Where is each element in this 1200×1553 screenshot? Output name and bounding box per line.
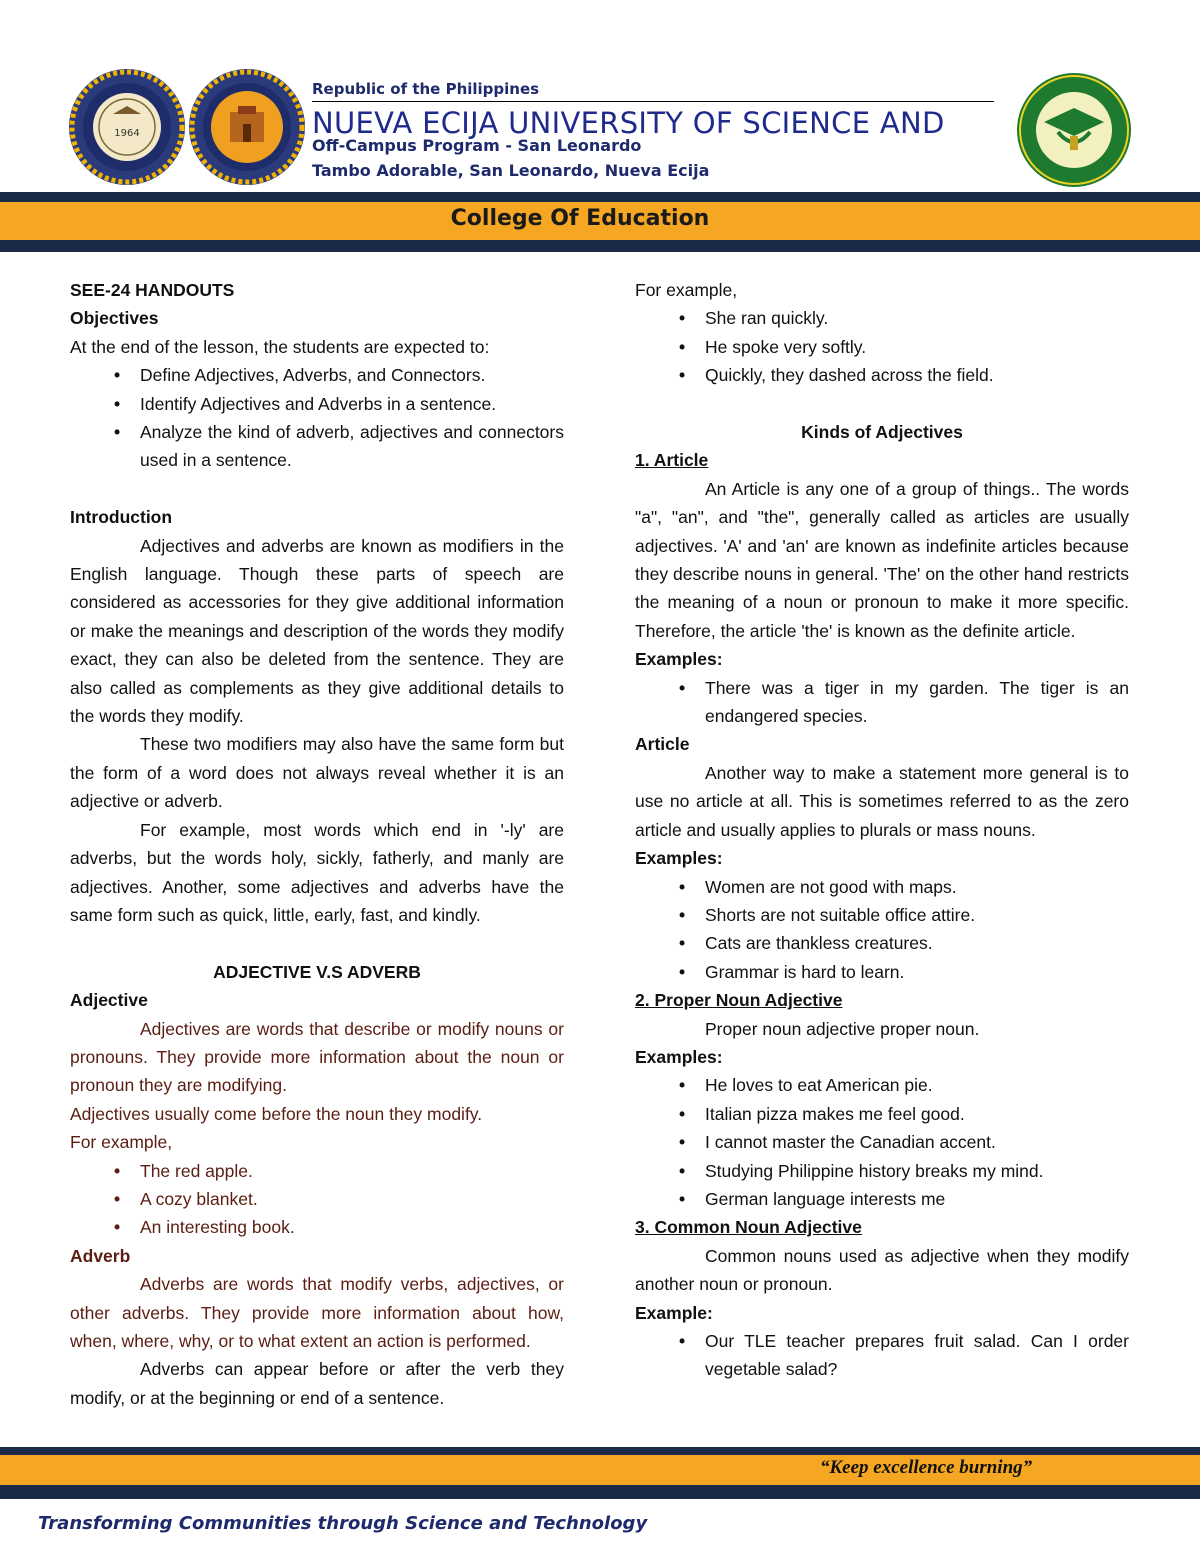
adverb-examples-list — [635, 304, 1129, 389]
list-item: • Quickly, they dashed across the field. — [635, 361, 1129, 389]
university-name: NUEVA ECIJA UNIVERSITY OF SCIENCE AND — [312, 106, 945, 140]
list-item: • Shorts are not suitable office attire. — [635, 901, 1129, 929]
san-leonardo-seal-icon — [1016, 72, 1132, 188]
list-item: • Studying Philippine history breaks my mind. — [635, 1157, 1129, 1185]
objectives-list — [70, 361, 564, 475]
intro-paragraph: For example, most words which end in '-ly' are adverbs, but the words holy, sickly, fatherly, and manly are adjectives. Another, some adjectives and adverbs have the same form such as quick, little, early, fast, and kindly. — [70, 819, 564, 925]
college-of-education-seal-icon — [68, 68, 186, 186]
list-item: • He spoke very softly. — [635, 333, 1129, 361]
campus-name: Off-Campus Program - San Leonardo — [312, 136, 642, 155]
list-item: • Grammar is hard to learn. — [635, 958, 1129, 986]
list-item: • There was a tiger in my garden. The tiger is an endangered species. — [635, 674, 1129, 731]
examples-label: Examples: — [635, 649, 723, 670]
seal-year: 1964 — [114, 128, 140, 139]
objectives-heading: Objectives — [70, 308, 159, 329]
list-item: • Italian pizza makes me feel good. — [635, 1100, 1129, 1128]
zero-article-examples-list — [635, 873, 1129, 987]
list-item: • He loves to eat American pie. — [635, 1071, 1129, 1099]
examples-label: Examples: — [635, 1046, 723, 1067]
article-examples-list — [635, 674, 1129, 731]
list-item: • A cozy blanket. — [70, 1185, 564, 1213]
common-noun-adjective-heading: 3. Common Noun Adjective — [635, 1217, 862, 1238]
proper-noun-adjective-heading: 2. Proper Noun Adjective — [635, 990, 843, 1011]
adverb-example-intro: For example, — [635, 280, 738, 300]
proper-noun-adjective-definition: Proper noun adjective proper noun. — [705, 1018, 980, 1039]
campus-address: Tambo Adorable, San Leonardo, Nueva Ecija — [312, 161, 710, 180]
adjective-position-note: Adjectives usually come before the noun they modify. — [70, 1103, 483, 1124]
header-navy-band-bottom — [0, 240, 1200, 252]
list-item: • An interesting book. — [70, 1213, 564, 1241]
zero-article-definition: Another way to make a statement more general is to use no article at all. This is sometimes referred to as the zero article and usually applies to plurals or mass nouns. — [635, 762, 1129, 840]
footer-navy-band-bottom — [0, 1485, 1200, 1499]
example-label: Example: — [635, 1302, 713, 1323]
adjective-definition: Adjectives are words that describe or modify nouns or pronouns. They provide more information about the noun or pronoun they are modifying. — [70, 1018, 564, 1096]
handout-title: SEE-24 HANDOUTS — [70, 280, 235, 300]
neust-seal-icon — [188, 68, 306, 186]
list-item: • Identify Adjectives and Adverbs in a sentence. — [70, 390, 564, 418]
article-definition: An Article is any one of a group of things.. The words "a", "an", and "the", generally called as articles are usually adjectives. 'A' and 'an' are known as indefinite articles because they describe nouns in general. 'The' on the other hand restricts the meaning of a noun or pronoun to make it more specific. Therefore, the article 'the' is known as the definite article. — [635, 478, 1129, 641]
adjective-heading: Adjective — [70, 990, 148, 1011]
intro-paragraph: These two modifiers may also have the same form but the form of a word does not always reveal whether it is an adjective or adverb. — [70, 734, 564, 812]
examples-label: Examples: — [635, 848, 723, 869]
list-item: • The red apple. — [70, 1157, 564, 1185]
motto: “Keep excellence burning” — [820, 1457, 1033, 1478]
zero-article-heading: Article — [635, 734, 690, 755]
right-column — [635, 276, 1129, 1384]
introduction-heading: Introduction — [70, 507, 173, 528]
footer-navy-band — [0, 1447, 1200, 1455]
common-noun-examples-list — [635, 1327, 1129, 1384]
common-noun-adjective-definition: Common nouns used as adjective when they modify another noun or pronoun. — [635, 1245, 1129, 1295]
list-item: • Analyze the kind of adverb, adjectives and connectors used in a sentence. — [70, 418, 564, 475]
adverb-heading: Adverb — [70, 1245, 131, 1266]
republic-label: Republic of the Philippines — [312, 80, 540, 98]
article-heading: 1. Article — [635, 450, 709, 471]
proper-noun-examples-list — [635, 1071, 1129, 1213]
college-title: College Of Education — [450, 206, 710, 231]
adverb-definition: Adverbs are words that modify verbs, adjectives, or other adverbs. They provide more information about how, when, where, why, or to what extent an action is performed. — [70, 1274, 564, 1351]
list-item: • Cats are thankless creatures. — [635, 929, 1129, 957]
header-navy-band — [0, 192, 1200, 202]
header-rule — [312, 101, 994, 102]
adjective-examples-list — [70, 1157, 564, 1242]
kinds-of-adjectives-heading: Kinds of Adjectives — [801, 422, 963, 443]
list-item: • I cannot master the Canadian accent. — [635, 1128, 1129, 1156]
intro-paragraph: Adjectives and adverbs are known as modifiers in the English language. Though these parts of speech are considered as accessories for they give additional information or make the meanings and description of the words they modify exact, they can also be deleted from the sentence. They are also called as complements as they give additional details to the words they modify. — [70, 535, 564, 727]
list-item: • She ran quickly. — [635, 304, 1129, 332]
adjective-example-intro: For example, — [70, 1132, 173, 1153]
list-item: • Our TLE teacher prepares fruit salad. Can I order vegetable salad? — [635, 1327, 1129, 1384]
adverb-position-note: Adverbs can appear before or after the verb they modify, or at the beginning or end of a sentence. — [70, 1359, 564, 1408]
adjective-vs-adverb-heading: ADJECTIVE V.S ADVERB — [213, 961, 421, 982]
slogan: Transforming Communities through Science and Technology — [38, 1513, 648, 1534]
objectives-intro: At the end of the lesson, the students are expected to: — [70, 336, 490, 357]
left-column — [70, 276, 564, 1412]
list-item: • Define Adjectives, Adverbs, and Connectors. — [70, 361, 564, 389]
list-item: • German language interests me — [635, 1185, 1129, 1213]
list-item: • Women are not good with maps. — [635, 873, 1129, 901]
